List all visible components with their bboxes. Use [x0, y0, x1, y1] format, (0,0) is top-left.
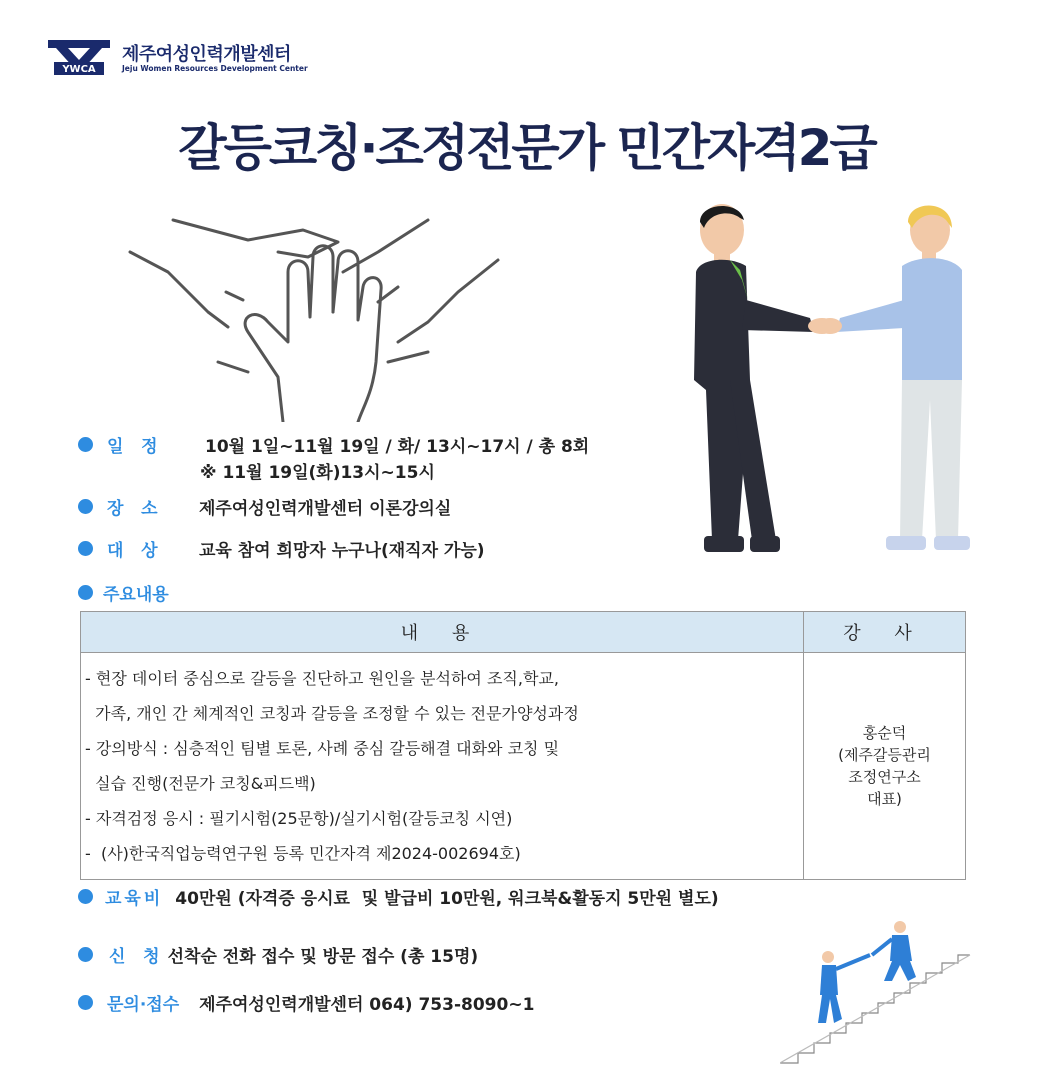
table-header-content: 내 용 — [81, 612, 804, 653]
apply-row — [78, 942, 478, 967]
schedule-label: 일 정 — [107, 437, 158, 457]
schedule-note: ※ 11월 19일(화)13시~15시 — [200, 463, 435, 483]
content-line: - (사)한국직업능력연구원 등록 민간자격 제2024-002694호) — [85, 844, 521, 863]
content-line: - 강의방식 : 심층적인 팀별 토론, 사례 중심 갈등해결 대화와 코칭 및 — [85, 739, 560, 758]
org-name-ko: 제주여성인력개발센터 — [122, 44, 291, 65]
place-value: 제주여성인력개발센터 이론강의실 — [199, 499, 452, 519]
instructor-affiliation: 조정연구소 — [848, 768, 921, 786]
logo-text: YWCA — [62, 64, 96, 75]
bullet-dot-icon — [78, 995, 93, 1010]
org-name-en: Jeju Women Resources Development Center — [122, 64, 308, 73]
climbing-stairs-illustration — [780, 915, 980, 1065]
content-line: 실습 진행(전문가 코칭&피드백) — [85, 774, 316, 793]
fee-row — [78, 884, 719, 909]
target-label: 대 상 — [107, 541, 158, 561]
place-label: 장 소 — [107, 499, 158, 519]
target-value: 교육 참여 희망자 누구나(재직자 가능) — [199, 541, 485, 561]
content-heading: 주요내용 — [103, 585, 169, 605]
contact-label: 문의·접수 — [107, 995, 180, 1015]
instructor-name: 홍순덕 — [862, 724, 907, 742]
hands-together-illustration — [128, 212, 508, 422]
content-cell — [81, 653, 804, 880]
apply-value: 선착순 전화 접수 및 방문 접수 (총 15명) — [167, 947, 479, 967]
schedule-row — [78, 432, 589, 457]
contact-value: 제주여성인력개발센터 064) 753-8090~1 — [199, 995, 535, 1015]
contact-row — [78, 990, 534, 1015]
bullet-dot-icon — [78, 437, 93, 452]
bullet-dot-icon — [78, 499, 93, 514]
bullet-dot-icon — [78, 947, 93, 962]
instructor-affiliation: (제주갈등관리 — [838, 746, 931, 764]
apply-label: 신 청 — [109, 947, 160, 967]
fee-value: 40만원 (자격증 응시료 및 발급비 10만원, 워크북&활동지 5만원 별도) — [175, 889, 719, 909]
content-line: - 현장 데이터 중심으로 갈등을 진단하고 원인을 분석하여 조직,학교, — [85, 669, 559, 688]
target-row — [78, 536, 485, 561]
content-line: 가족, 개인 간 체계적인 코칭과 갈등을 조정할 수 있는 전문가양성과정 — [85, 704, 579, 723]
ywca-logo — [48, 40, 110, 76]
place-row — [78, 494, 451, 519]
table-header-instructor: 강 사 — [804, 612, 966, 653]
content-heading-row — [78, 580, 169, 605]
content-line: - 자격검정 응시 : 필기시험(25문항)/실기시험(갈등코칭 시연) — [85, 809, 513, 828]
bullet-dot-icon — [78, 889, 93, 904]
bullet-dot-icon — [78, 541, 93, 556]
instructor-title: 대표) — [867, 790, 902, 808]
handshake-illustration — [690, 200, 980, 560]
content-table — [80, 611, 966, 880]
instructor-cell — [804, 653, 966, 880]
fee-label: 교육비 — [105, 889, 164, 909]
bullet-dot-icon — [78, 585, 93, 600]
page-title: 갈등코칭·조정전문가 민간자격2급 — [178, 119, 875, 177]
schedule-value: 10월 1일~11월 19일 / 화/ 13시~17시 / 총 8회 — [205, 437, 590, 457]
